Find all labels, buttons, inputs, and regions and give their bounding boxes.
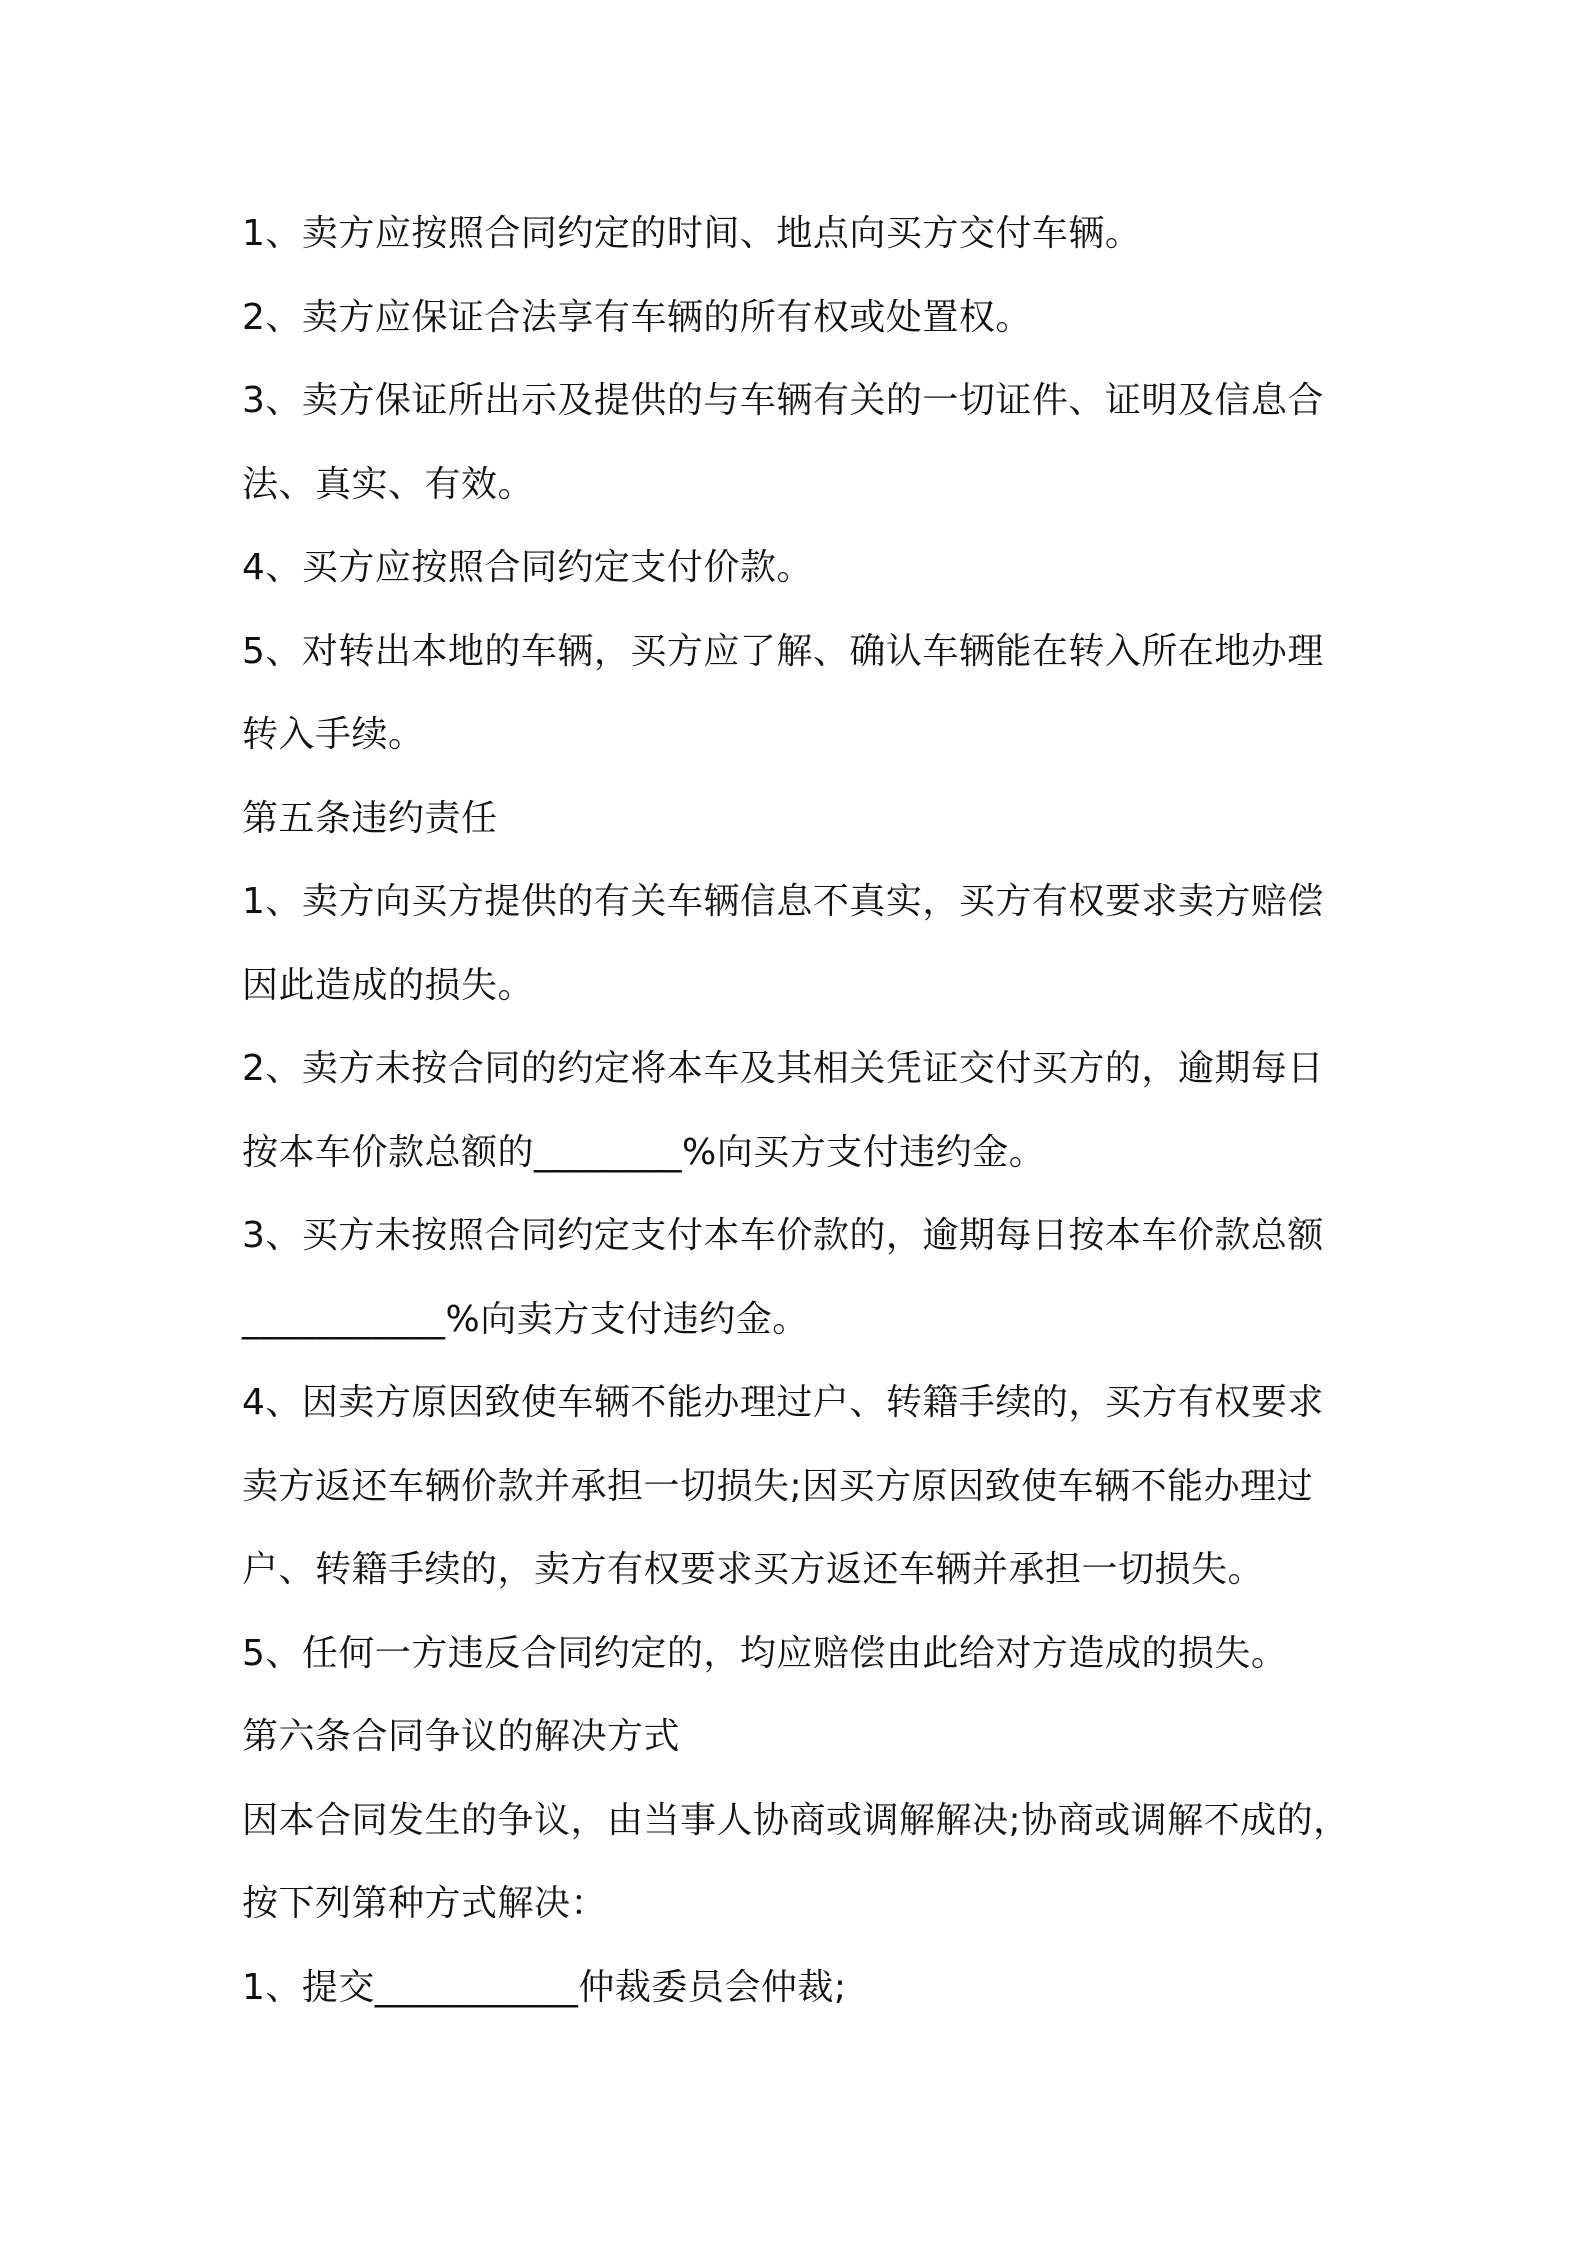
text-line: ___________%向卖方支付违约金。 xyxy=(242,1298,809,1340)
text-line: 法、真实、有效。 xyxy=(242,463,535,505)
text-line: 3、买方未按照合同约定支付本车价款的，逾期每日按本车价款总额 xyxy=(242,1215,1324,1256)
text-line: 1、卖方应按照合同约定的时间、地点向买方交付车辆。 xyxy=(242,213,1142,254)
text-line: 按下列第种方式解决： xyxy=(242,1883,608,1924)
text-line: 卖方返还车辆价款并承担一切损失;因买方原因致使车辆不能办理过 xyxy=(242,1465,1314,1507)
section-heading: 第六条合同争议的解决方式 xyxy=(242,1716,681,1757)
text-line: 转入手续。 xyxy=(242,714,425,755)
text-line: 1、提交___________仲裁委员会仲裁; xyxy=(242,1966,847,2008)
text-line: 3、卖方保证所出示及提供的与车辆有关的一切证件、证明及信息合 xyxy=(242,380,1324,421)
text-line: 户、转籍手续的，卖方有权要求买方返还车辆并承担一切损失。 xyxy=(242,1549,1265,1590)
text-line: 因此造成的损失。 xyxy=(242,964,535,1006)
text-line: 4、因卖方原因致使车辆不能办理过户、转籍手续的，买方有权要求 xyxy=(242,1382,1324,1423)
text-line: 1、卖方向买方提供的有关车辆信息不真实，买方有权要求卖方赔偿 xyxy=(242,881,1324,922)
text-line: 因本合同发生的争议，由当事人协商或调解解决;协商或调解不成的， xyxy=(242,1799,1350,1841)
text-line: 4、买方应按照合同约定支付价款。 xyxy=(242,547,813,588)
text-line: 5、任何一方违反合同约定的，均应赔偿由此给对方造成的损失。 xyxy=(242,1632,1288,1674)
text-line: 5、对转出本地的车辆，买方应了解、确认车辆能在转入所在地办理 xyxy=(242,630,1324,672)
text-line: 2、卖方应保证合法享有车辆的所有权或处置权。 xyxy=(242,296,1032,338)
text-line: 按本车价款总额的________%向买方支付违约金。 xyxy=(242,1131,1046,1173)
section-heading: 第五条违约责任 xyxy=(242,797,498,839)
document-body xyxy=(242,192,1372,2029)
text-line: 2、卖方未按合同的约定将本车及其相关凭证交付买方的，逾期每日 xyxy=(242,1048,1324,1089)
